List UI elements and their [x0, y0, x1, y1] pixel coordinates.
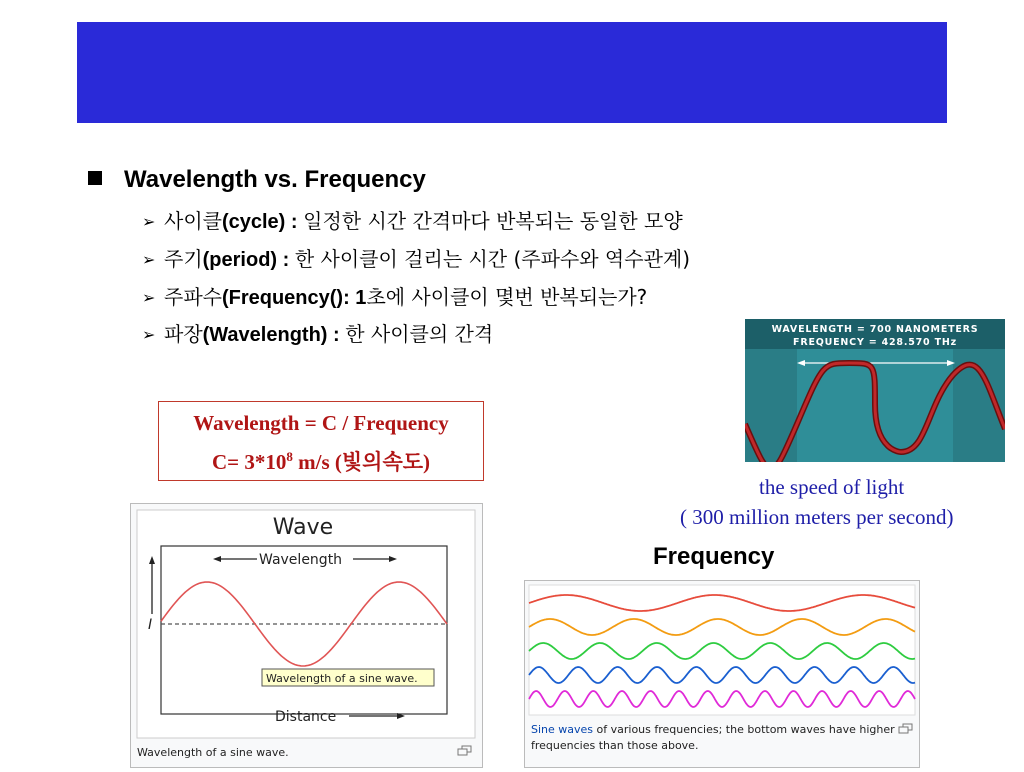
arrow-bullet-icon: ➢ [142, 212, 156, 231]
formula-line2 [159, 440, 483, 479]
bullet-pre: 사이클 [164, 209, 222, 233]
bullet-post: 초에 사이클이 몇번 반복되는가? [366, 285, 648, 309]
bullet-pre: 주기 [164, 247, 203, 271]
bullet-bold: (cycle) : [221, 211, 304, 233]
heading-text: Wavelength vs. Frequency [124, 166, 426, 193]
wave-caption: Wavelength of a sine wave. [137, 746, 289, 759]
bullet-post: 한 사이클이 걸리는 시간 (주파수와 역수관계) [294, 247, 691, 271]
square-bullet-icon [88, 171, 102, 185]
light-wave-image [745, 319, 1005, 462]
formula-exponent: 8 [286, 449, 293, 464]
speed-caption-1: the speed of light [759, 475, 905, 499]
light-line2: FREQUENCY = 428.570 THz [793, 337, 957, 348]
distance-label: Distance [275, 709, 337, 725]
frequency-title: Frequency [653, 543, 775, 570]
inset-label: Wavelength of a sine wave. [266, 672, 418, 685]
wavelength-label: Wavelength [259, 552, 343, 568]
bullet-pre: 파장 [164, 322, 203, 346]
bullet-pre: 주파수 [164, 285, 222, 309]
bullet-cycle [142, 205, 683, 234]
bullet-period [142, 243, 690, 272]
freq-caption-line1 [531, 723, 895, 736]
section-heading [88, 166, 426, 194]
frequency-figure-svg [525, 581, 919, 767]
bullet-bold: (period) : [202, 249, 295, 271]
arrow-bullet-icon: ➢ [142, 288, 156, 307]
light-line1: WAVELENGTH = 700 NANOMETERS [771, 324, 979, 335]
sine-waves-link[interactable]: Sine waves [531, 723, 594, 736]
formula-line1: Wavelength = C / Frequency [193, 411, 449, 435]
bullet-wavelength [142, 318, 493, 347]
wave-figure [130, 503, 483, 768]
formula-suffix: m/s (빛의속도) [292, 450, 431, 474]
formula-box [158, 401, 484, 481]
bullet-bold: (Wavelength) : [202, 324, 346, 346]
wave-figure-svg [131, 504, 482, 767]
expand-icon[interactable] [458, 746, 471, 755]
axis-label: I [148, 617, 153, 633]
arrow-bullet-icon: ➢ [142, 325, 156, 344]
bullet-frequency [142, 281, 647, 310]
freq-caption-rest1: of various frequencies; the bottom waves have higher [593, 723, 895, 736]
frequency-figure [524, 580, 920, 768]
bullet-post: 일정한 시간 간격마다 반복되는 동일한 모양 [303, 209, 683, 233]
bullet-post: 한 사이클의 간격 [345, 322, 494, 346]
wave-title: Wave [272, 515, 334, 540]
bullet-bold: (Frequency(): 1 [221, 287, 367, 309]
speed-caption-2: ( 300 million meters per second) [680, 505, 954, 529]
title-bar [77, 22, 947, 123]
expand-icon[interactable] [899, 724, 912, 733]
formula-prefix: C= 3*10 [211, 450, 287, 474]
freq-caption-line2: frequencies than those above. [531, 739, 699, 752]
light-wave-svg [745, 319, 1005, 462]
arrow-bullet-icon: ➢ [142, 250, 156, 269]
